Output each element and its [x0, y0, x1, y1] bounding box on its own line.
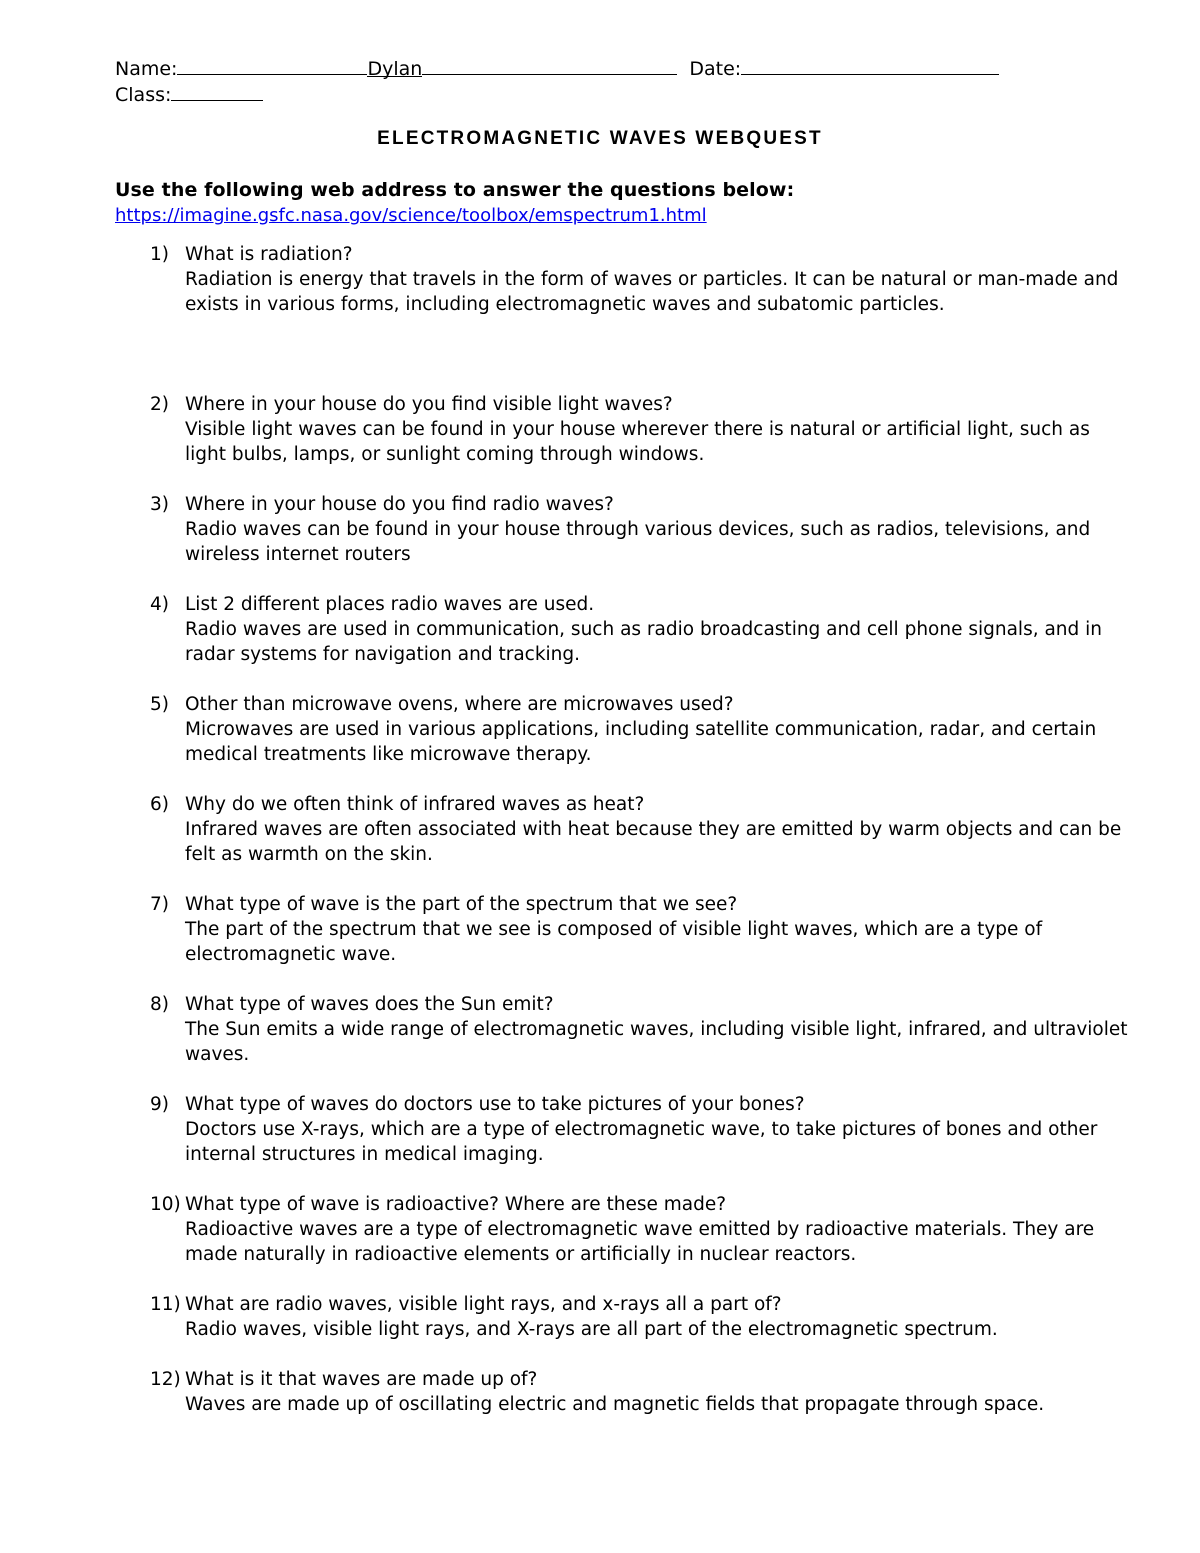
class-blank [171, 80, 263, 101]
page-title: ELECTROMAGNETIC WAVES WEBQUEST [377, 128, 823, 149]
question-number: 2) [150, 394, 169, 415]
question-number: 1) [150, 244, 169, 265]
question-number: 9) [150, 1094, 169, 1115]
name-date-line [115, 54, 999, 82]
question-text: What is radiation? [185, 244, 353, 265]
question-text: What are radio waves, visible light rays, and x-rays all a part of? [185, 1294, 782, 1315]
question-text: What type of waves does the Sun emit? [185, 994, 554, 1015]
question-text: Where in your house do you find radio waves? [185, 494, 614, 515]
question-item-9 [150, 1092, 1130, 1167]
question-item-12 [150, 1367, 1130, 1417]
answer-text: Radio waves, visible light rays, and X-rays are all part of the electromagnetic spectrum. [185, 1319, 998, 1340]
question-number: 7) [150, 894, 169, 915]
answer-text: Infrared waves are often associated with heat because they are emitted by warm objects and can be felt as warmth on the skin. [185, 819, 1122, 865]
question-number: 5) [150, 694, 169, 715]
question-text: What is it that waves are made up of? [185, 1369, 538, 1390]
question-item-6 [150, 792, 1130, 867]
name-label: Name: [115, 58, 178, 80]
answer-text: Waves are made up of oscillating electric and magnetic fields that propagate through space. [185, 1394, 1045, 1415]
name-blank-before [177, 54, 367, 75]
question-number: 11) [150, 1294, 181, 1315]
question-item-10 [150, 1192, 1130, 1267]
question-text: Why do we often think of infrared waves as heat? [185, 794, 645, 815]
answer-text: Radioactive waves are a type of electromagnetic wave emitted by radioactive materials. They are made naturally in radioactive elements or artificially in nuclear reactors. [185, 1219, 1095, 1265]
question-number: 8) [150, 994, 169, 1015]
question-item-5 [150, 692, 1130, 767]
question-text: What type of wave is the part of the spectrum that we see? [185, 894, 738, 915]
question-number: 4) [150, 594, 169, 615]
answer-text: Radio waves can be found in your house through various devices, such as radios, televisions, and wireless internet routers [185, 519, 1091, 565]
class-line [115, 80, 263, 108]
name-blank-after [422, 54, 677, 75]
question-item-4 [150, 592, 1130, 667]
question-text: Where in your house do you find visible light waves? [185, 394, 673, 415]
question-text: What type of waves do doctors use to take pictures of your bones? [185, 1094, 805, 1115]
question-item-1 [150, 242, 1130, 317]
question-item-7 [150, 892, 1130, 967]
question-text: What type of wave is radioactive? Where are these made? [185, 1194, 727, 1215]
question-item-3 [150, 492, 1130, 567]
question-number: 6) [150, 794, 169, 815]
answer-text: Visible light waves can be found in your house wherever there is natural or artificial light, such as light bulbs, lamps, or sunlight coming through windows. [185, 419, 1090, 465]
question-item-8 [150, 992, 1130, 1067]
answer-text: Radio waves are used in communication, such as radio broadcasting and cell phone signals, and in radar systems for navigation and tracking. [185, 619, 1103, 665]
instructions-text: Use the following web address to answer the questions below: [115, 179, 795, 201]
question-item-11 [150, 1292, 1130, 1342]
date-label: Date: [689, 58, 742, 80]
date-blank [741, 54, 999, 75]
class-label: Class: [115, 84, 172, 106]
question-text: Other than microwave ovens, where are microwaves used? [185, 694, 734, 715]
answer-text: Radiation is energy that travels in the form of waves or particles. It can be natural or man-made and exists in various forms, including electromagnetic waves and subatomic particles. [185, 269, 1119, 315]
question-item-2 [150, 392, 1130, 467]
question-number: 3) [150, 494, 169, 515]
web-address-link[interactable]: https://imagine.gsfc.nasa.gov/science/toolbox/emspectrum1.html [115, 205, 707, 226]
answer-text: Microwaves are used in various applications, including satellite communication, radar, and certain medical treatments like microwave therapy. [185, 719, 1097, 765]
question-text: List 2 different places radio waves are used. [185, 594, 595, 615]
answer-text: Doctors use X-rays, which are a type of electromagnetic wave, to take pictures of bones and other internal structures in medical imaging. [185, 1119, 1098, 1165]
answer-text: The part of the spectrum that we see is composed of visible light waves, which are a type of electromagnetic wave. [185, 919, 1043, 965]
name-value: Dylan [367, 58, 423, 80]
question-number: 12) [150, 1369, 181, 1390]
question-number: 10) [150, 1194, 181, 1215]
answer-text: The Sun emits a wide range of electromagnetic waves, including visible light, infrared, and ultraviolet waves. [185, 1019, 1128, 1065]
